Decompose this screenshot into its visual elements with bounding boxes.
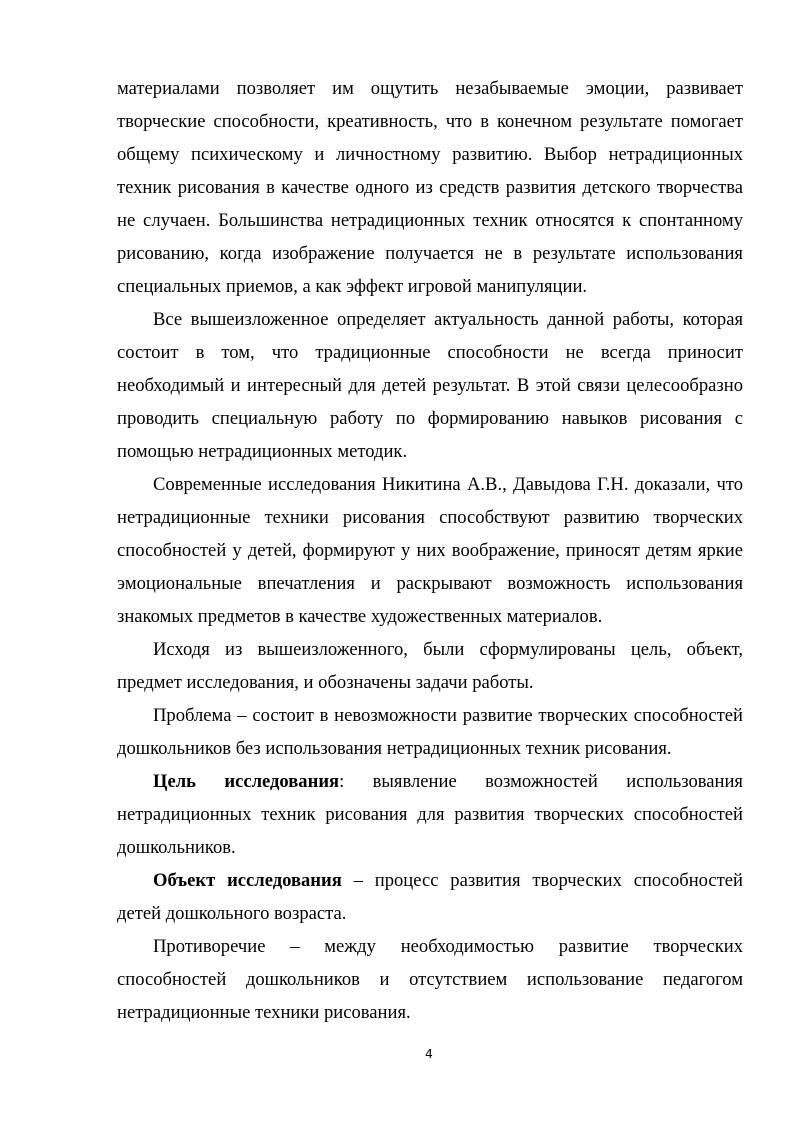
page-number: 4: [425, 1047, 433, 1061]
paragraph-problem: [117, 699, 743, 765]
paragraph-text: Современные исследования Никитина А.В., Давыдова Г.Н. доказали, что нетрадиционные техники рисования способствуют развитию творческих способностей у детей, формируют у них воображение, приносят детям яркие эмоциональные впечатления и раскрывают возможность использования знакомых предметов в качестве художественных материалов.: [117, 474, 743, 627]
paragraph-text: материалами позволяет им ощутить незабываемые эмоции, развивает творческие способности, креативность, что в конечном результате помогает общему психическому и личностному развитию. Выбор нетрадиционных техник рисования в качестве одного из средств развития детского творчества не случаен. Большинства нетрадиционных техник относятся к спонтанному рисованию, когда изображение получается не в результате использования специальных приемов, а как эффект игровой манипуляции.: [117, 78, 743, 297]
paragraph-text: Противоречие – между необходимостью развитие творческих способностей дошкольников и отсутствием использование педагогом нетрадиционные техники рисования.: [117, 936, 743, 1023]
paragraph-relevance: [117, 303, 743, 468]
goal-heading: Цель исследования: [153, 771, 340, 792]
body-text: [117, 72, 743, 1029]
paragraph-text: Все вышеизложенное определяет актуальность данной работы, которая состоит в том, что традиционные способности не всегда приносит необходимый и интересный для детей результат. В этой связи целесообразно проводить специальную работу по формированию навыков рисования с помощью нетрадиционных методик.: [117, 309, 743, 462]
paragraph-contradiction: [117, 930, 743, 1029]
paragraph-text: : выявление возможностей использования нетрадиционных техник рисования для развития творческих способностей дошкольников.: [117, 771, 743, 858]
paragraph-text: – процесс развития творческих способностей детей дошкольного возраста.: [117, 870, 743, 924]
paragraph-text: Проблема – состоит в невозможности развитие творческих способностей дошкольников без использования нетрадиционных техник рисования.: [117, 705, 743, 759]
paragraph-research: [117, 468, 743, 633]
paragraph-continuation: [117, 72, 743, 303]
paragraph-text: Исходя из вышеизложенного, были сформулированы цель, объект, предмет исследования, и обозначены задачи работы.: [117, 639, 743, 693]
paragraph-object: [117, 864, 743, 930]
paragraph-goal: [117, 765, 743, 864]
paragraph-formulation: [117, 633, 743, 699]
object-heading: Объект исследования: [153, 870, 342, 891]
